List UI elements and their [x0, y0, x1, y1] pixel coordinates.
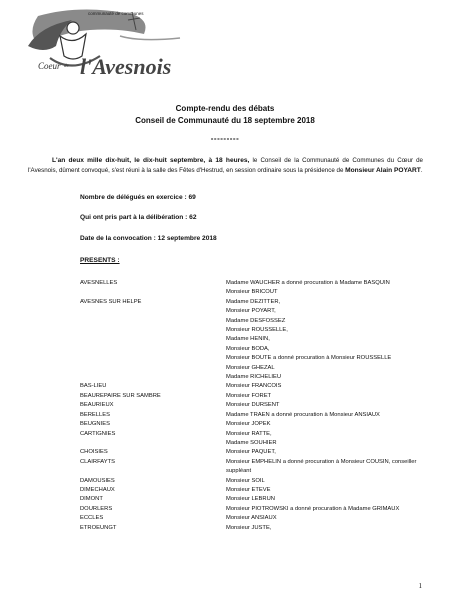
commune-name: ECCLES [80, 515, 104, 522]
intro-date: L'an deux mille dix-huit, le dix-huit septembre, à 18 heures, [52, 157, 250, 164]
commune-name [80, 335, 226, 344]
commune-name: DOURLERS [80, 505, 113, 512]
attendee-row [80, 420, 425, 429]
commune-name: BERELLES [80, 411, 110, 418]
presents-heading: PRESENTS : [80, 257, 120, 264]
commune-name: BAS-LIEU [80, 383, 107, 390]
attendee-row [80, 448, 425, 457]
commune-name: DIMECHAUX [80, 486, 115, 493]
document-title [0, 103, 450, 127]
attendee-row [80, 354, 425, 363]
commune-name [80, 288, 226, 297]
page-number: 1 [418, 582, 422, 590]
commune-name: BEAURIEUX [80, 402, 114, 409]
delegate-name: Monsieur BRICOUT [226, 289, 278, 296]
commune-name [80, 439, 226, 448]
attendee-row [80, 439, 425, 448]
commune-name: CARTIGNIES [80, 430, 116, 437]
attendee-row [80, 373, 425, 382]
delegate-name: Monsieur PAQUET, [226, 449, 276, 456]
intro-paragraph [28, 156, 423, 175]
attendee-row [80, 345, 425, 354]
attendee-row [80, 524, 425, 533]
delegate-name: Monsieur SOIL [226, 477, 265, 484]
commune-name: AVESNES SUR HELPE [80, 298, 142, 305]
delegate-name: Madame TRAEN a donné procuration à Monsieur ANSIAUX [226, 411, 380, 418]
attendee-row [80, 514, 425, 523]
delegate-name: Monsieur PIOTROWSKI a donné procuration à Madame GRIMAUX [226, 505, 400, 512]
attendee-row [80, 317, 425, 326]
attendee-row [80, 401, 425, 410]
attendee-row [80, 307, 425, 316]
delegate-name: Monsieur EMPHELIN a donné procuration à Monsieur COUSIN, conseiller suppléant [226, 458, 417, 475]
attendee-row [80, 298, 425, 307]
attendee-row [80, 486, 425, 495]
delegate-name: Monsieur RATTE, [226, 430, 272, 437]
logo-main-text: l'Avesnois [80, 54, 172, 79]
delegate-name: Madame HENIN, [226, 336, 270, 343]
delegate-name: Monsieur FRANCOIS [226, 383, 282, 390]
delegate-name: Monsieur BOUTE a donné procuration à Monsieur ROUSSELLE [226, 355, 392, 362]
attendee-row [80, 458, 425, 477]
commune-name: CLAIRFAYTS [80, 458, 116, 465]
logo-small-text: communauté de communes [88, 11, 144, 16]
delegate-name: Madame RICHELIEU [226, 374, 282, 381]
attendee-row [80, 326, 425, 335]
stat-participants: Qui ont pris part à la délibération : 62 [80, 214, 197, 221]
commune-name: CHOISIES [80, 449, 108, 456]
commune-name [80, 354, 226, 363]
commune-name [80, 345, 226, 354]
title-line-2: Conseil de Communauté du 18 septembre 2018 [135, 116, 315, 125]
attendee-list [80, 279, 425, 533]
stat-delegues: Nombre de délégués en exercice : 69 [80, 194, 196, 201]
attendee-row [80, 411, 425, 420]
commune-name: AVESNELLES [80, 280, 118, 286]
attendee-row [80, 364, 425, 373]
intro-end: . [420, 166, 423, 174]
attendee-row [80, 505, 425, 514]
delegate-name: Monsieur ETEVE [226, 486, 271, 493]
delegate-name: Madame WAUCHER a donné procuration à Madame BASQUIN [226, 280, 390, 286]
stat-convocation: Date de la convocation : 12 septembre 2018 [80, 235, 217, 242]
delegate-name: Monsieur BODA, [226, 345, 270, 352]
attendee-row [80, 382, 425, 391]
title-separator: --------- [210, 134, 240, 143]
attendee-row [80, 477, 425, 486]
delegate-name: Monsieur ROUSSELLE, [226, 327, 288, 334]
delegate-name: Monsieur GHEZAL [226, 364, 275, 371]
commune-name: DAMOUSIES [80, 477, 115, 484]
logo-communaute-coeur-avesnois [20, 6, 185, 84]
logo-graphic [20, 6, 185, 84]
delegate-name: Monsieur JUSTE, [226, 524, 272, 531]
intro-president: Monsieur Alain POYART [345, 166, 421, 174]
commune-name [80, 373, 226, 382]
attendee-row [80, 392, 425, 401]
commune-name [80, 317, 226, 326]
intro-body: le Conseil de la Communauté de Communes du Cœur de l'Avesnois, dûment convoqué, s'est réuni à la salle des Fêtes d'Hestrud, en session ordinaire sous la présidence de [28, 157, 424, 174]
delegate-name: Monsieur DURSENT [226, 402, 280, 409]
delegate-name: Monsieur POYART, [226, 308, 276, 315]
delegate-name: Madame SOUHIER [226, 439, 277, 446]
delegate-name: Madame DEZITTER, [226, 298, 281, 305]
commune-name [80, 326, 226, 335]
delegate-name: Monsieur JOPEK [226, 421, 271, 428]
delegate-name: Madame DESFOSSEZ [226, 317, 286, 324]
attendee-row [80, 288, 425, 297]
attendee-row [80, 430, 425, 439]
title-line-1: Compte-rendu des débats [175, 104, 275, 113]
delegate-name: Monsieur FORET [226, 392, 272, 399]
delegate-name: Monsieur ANSIAUX [226, 515, 277, 522]
commune-name [80, 307, 226, 316]
commune-name [80, 364, 226, 373]
attendee-row [80, 335, 425, 344]
attendee-row [80, 495, 425, 504]
attendee-row [80, 279, 425, 288]
commune-name: BEUGNIES [80, 421, 110, 428]
commune-name: ETROEUNGT [80, 524, 117, 531]
delegate-name: Monsieur LEBRUN [226, 496, 275, 503]
logo-de-text: de [64, 64, 69, 69]
logo-coeur-text: Coeur [38, 61, 61, 71]
commune-name: DIMONT [80, 496, 103, 503]
commune-name: BEAUREPAIRE SUR SAMBRE [80, 392, 161, 399]
